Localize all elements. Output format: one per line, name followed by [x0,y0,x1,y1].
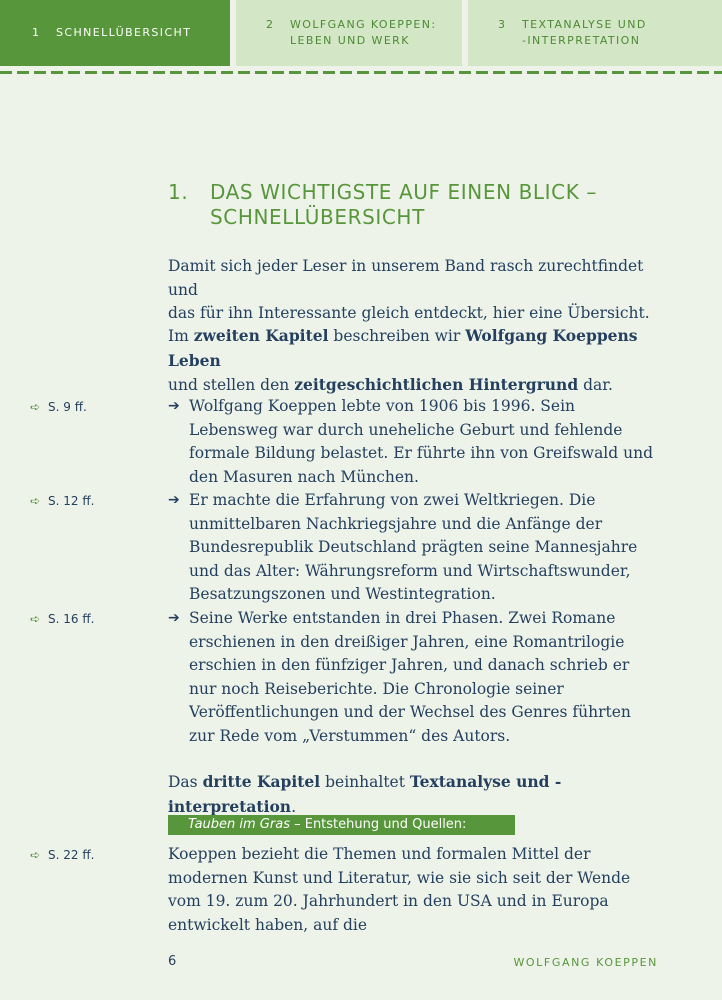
emphasis: Textanalyse und -interpretation [168,772,562,816]
tab-leben-und-werk[interactable] [236,0,462,66]
arrow-right-icon: ➔ [168,492,180,508]
banner-text: – Entstehung und Quellen: [289,817,467,832]
chapter-title-line1: DAS WICHTIGSTE AUF EINEN BLICK – [210,180,598,204]
reference-arrow-icon: ➪ [30,400,41,414]
reference-label: S. 9 ff. [48,400,87,414]
bullet-text: Wolfgang Koeppen lebte von 1906 bis 1996. Sein Lebensweg war durch uneheliche Geburt und fehlende formale Bildung belastet. Er führte ihn von Greifswald und den Masuren nach München. [189,397,654,486]
arrow-right-icon: ➔ [168,610,180,626]
emphasis: zeitgeschichtlichen Hintergrund [294,375,579,394]
reference-arrow-icon: ➪ [30,612,41,626]
emphasis: zweiten Kapitel [193,326,329,345]
tab-number: 3 [498,18,507,31]
tab-label-line2: LEBEN UND WERK [290,34,410,47]
running-footer: WOLFGANG KOEPPEN [513,956,658,969]
arrow-right-icon: ➔ [168,398,180,414]
tab-label-line1: TEXTANALYSE UND [522,18,647,31]
dashed-divider [0,71,722,74]
reference-arrow-icon: ➪ [30,848,41,862]
reference-arrow-icon: ➪ [30,494,41,508]
tab-label-line2: -INTERPRETATION [522,34,641,47]
chapter-title [168,180,668,230]
reference-label: S. 12 ff. [48,494,95,508]
tab-label-line1: WOLFGANG KOEPPEN: [290,18,437,31]
chapter-title-line2: SCHNELLÜBERSICHT [210,205,425,229]
reference-label: S. 22 ff. [48,848,95,862]
page-reference[interactable] [30,848,94,862]
bullet-item [168,489,660,607]
chapter-tabs [0,0,722,66]
closing-paragraph: Koeppen bezieht die Themen und formalen Mittel der modernen Kunst und Literatur, wie sie sich seit der Wende vom 19. zum 20. Jahrhundert in den USA und in Europa entwickelt haben, auf die [168,845,631,934]
second-chapter-paragraph: Im zweiten Kapitel beschreiben wir Wolfgang Koeppens Leben und stellen den zeitgeschichtlichen Hintergrund dar. [168,326,638,394]
chapter-number: 1. [168,180,189,204]
bullet-text: Seine Werke entstanden in drei Phasen. Zwei Romane erschienen in den dreißiger Jahren, eine Romantrilogie erschien in den fünfziger Jahren, und danach schrieb er nur noch Reiseberichte. Die Chronologie seiner Veröffentlichungen und der Wechsel des Genres führten zur Rede vom „Verstummen“ des Autors. [189,609,631,745]
bullet-text: Er machte die Erfahrung von zwei Weltkriegen. Die unmittelbaren Nachkriegsjahre und die Anfänge der Bundesrepublik Deutschland prägten seine Mannesjahre und das Alter: Währungsreform und Wirtschaftswunder, Besatzungszonen und Westintegration. [189,491,638,603]
tab-number: 1 [32,26,41,39]
bullet-item [168,607,660,748]
tab-textanalyse[interactable] [468,0,722,66]
tab-number: 2 [266,18,275,31]
reference-label: S. 16 ff. [48,612,95,626]
intro-paragraph: Damit sich jeder Leser in unserem Band rasch zurechtfindet und das für ihn Interessante gleich entdeckt, hier eine Übersicht. [168,257,650,322]
bullet-item [168,395,660,489]
page-reference[interactable] [30,494,94,508]
page-number: 6 [168,954,177,969]
page-reference[interactable] [30,400,87,414]
tab-label: SCHNELLÜBERSICHT [56,26,192,39]
emphasis: Wolfgang Koeppens Leben [168,326,638,370]
section-banner [168,815,515,835]
third-chapter-paragraph: Das dritte Kapitel beinhaltet Textanalyse und -interpretation. [168,772,562,816]
work-title: Tauben im Gras [188,817,290,832]
page-reference[interactable] [30,612,94,626]
tab-schnelluebersicht[interactable] [0,0,230,66]
emphasis: dritte Kapitel [202,772,321,791]
